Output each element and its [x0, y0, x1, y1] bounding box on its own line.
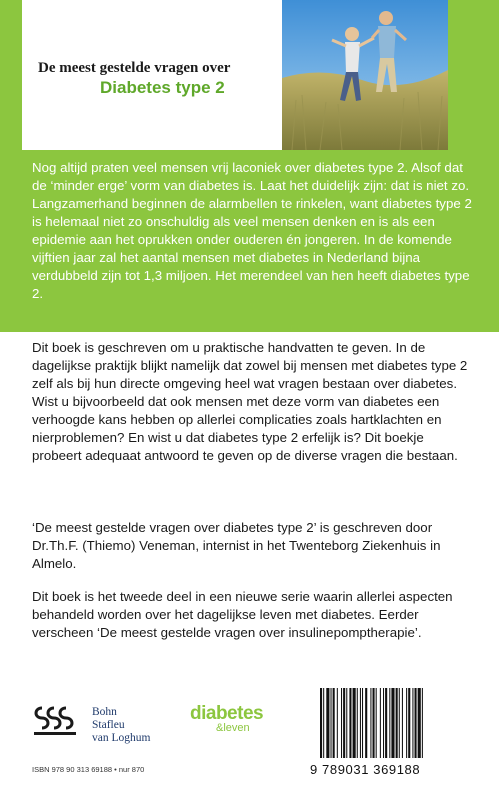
bsl-logo-icon — [32, 702, 84, 742]
isbn-text: ISBN 978 90 313 69188 • nur 870 — [32, 765, 145, 774]
description-paragraph-3: Dit boek is het tweede deel in een nieuwe serie waarin allerlei aspecten behandeld worden over het dagelijkse leven met diabetes. Eerder verscheen ‘De meest gestelde vragen over insulinepomptherapie’. — [32, 589, 453, 640]
publisher-line-3: van Loghum — [92, 732, 151, 744]
barcode-number: 9 789031 369188 — [310, 762, 421, 777]
book-title-line2: Diabetes type 2 — [100, 78, 225, 97]
barcode-icon — [310, 686, 462, 760]
publisher-line-2: Stafleu — [92, 719, 125, 731]
imprint-title: diabetes — [190, 703, 264, 724]
title-area — [22, 0, 282, 150]
publisher-logo — [32, 702, 182, 752]
imprint-subtitle: &leven — [216, 722, 250, 734]
book-title-line1: De meest gestelde vragen over — [38, 60, 231, 76]
barcode — [310, 686, 462, 778]
diabetes-leven-logo — [190, 704, 280, 744]
green-strip-right — [448, 0, 499, 150]
intro-text: Nog altijd praten veel mensen vrij laconiek over diabetes type 2. Alsof dat de ‘minder erge’ vorm van diabetes is. Laat het duidelijk zijn: dat is niet zo. Langzamerhand beginnen de alarmbellen te rinkelen, want diabetes type 2 is helemaal niet zo onschuldig als veel mensen denken en is als een epidemie aan het oprukken onder ouderen én jongeren. In de komende vijftien jaar zal het aantal mensen met diabetes in Nederland bijna verdubbeld zijn tot 1,3 miljoen. Het merendeel van hen heeft diabetes type 2. — [32, 160, 472, 301]
publisher-line-1: Bohn — [92, 706, 117, 718]
beach-photo — [282, 0, 448, 150]
publisher-name — [92, 706, 150, 745]
description-paragraph-2: ‘De meest gestelde vragen over diabetes type 2’ is geschreven door Dr.Th.F. (Thiemo) Veneman, internist in het Twenteborg Ziekenhuis in Almelo. — [32, 520, 441, 571]
green-strip-left — [0, 0, 22, 150]
description-paragraph-1: Dit boek is geschreven om u praktische handvatten te geven. In de dagelijkse praktijk blijkt namelijk dat zowel bij mensen met diabetes type 2 zelf als bij hun directe omgeving heel wat vragen bestaan over diabetes. Wist u bijvoorbeeld dat ook mensen met deze vorm van diabetes een verhoogde kans hebben op allerlei complicaties zoals hartklachten en nierproblemen? En wist u dat diabetes type 2 erfelijk is? Dit boekje probeert adequaat antwoord te geven op de diverse vragen die bestaan. — [32, 340, 468, 463]
